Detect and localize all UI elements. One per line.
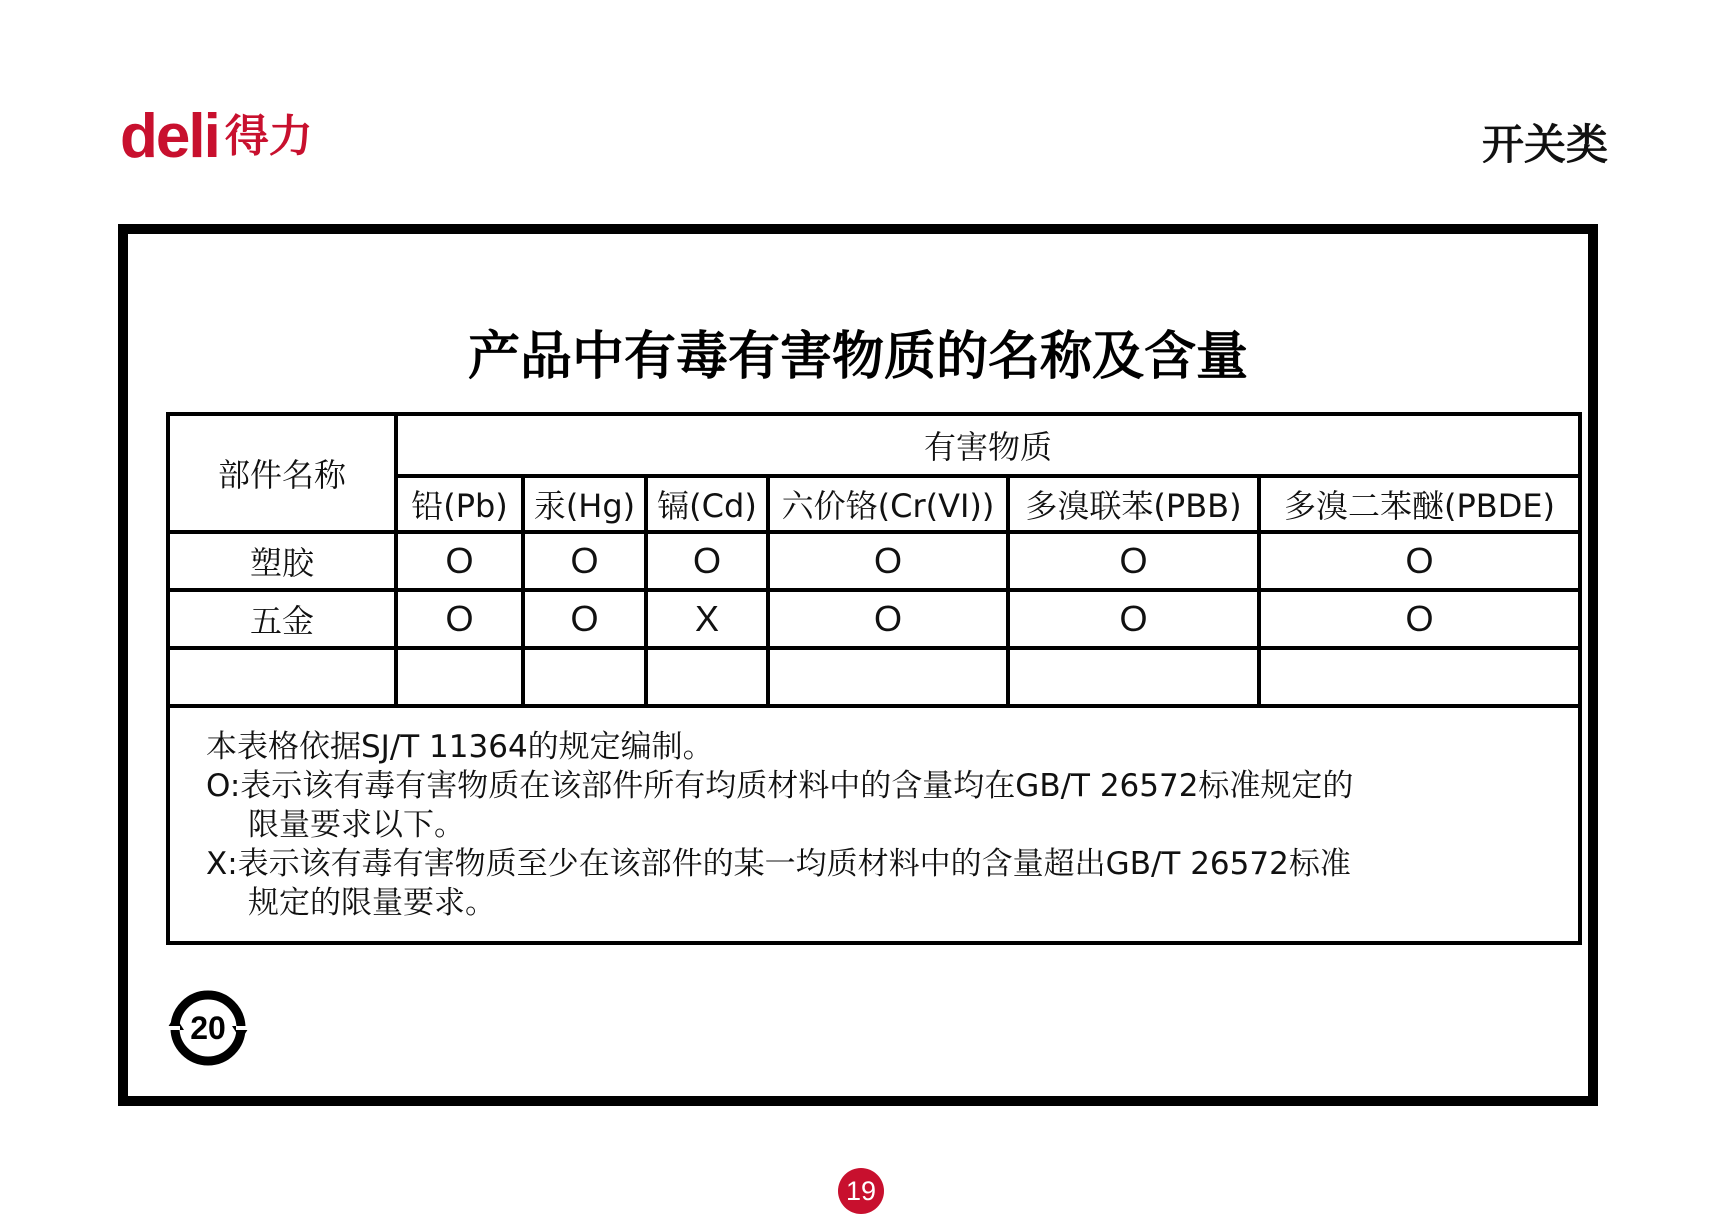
substance-mark-cell: O [396, 532, 523, 590]
note-standard: 本表格依据SJ/T 11364的规定编制。 [206, 729, 714, 765]
category-title: 开关类 [1481, 120, 1608, 169]
substance-mark-cell: O [1259, 590, 1580, 648]
substance-header-pbb: 多溴联苯(PBB) [1008, 476, 1259, 532]
deli-logo [120, 102, 313, 171]
substance-mark-cell [523, 648, 646, 706]
substance-mark-cell: O [523, 590, 646, 648]
hazardous-substance-header: 有害物质 [396, 414, 1580, 476]
substance-mark-cell [396, 648, 523, 706]
document-title: 产品中有毒有害物质的名称及含量 [467, 327, 1248, 387]
environmental-protection-period-icon [166, 986, 250, 1070]
substance-mark-cell [768, 648, 1008, 706]
brand-name-cn: 得力 [224, 111, 313, 162]
substance-mark-cell: O [646, 532, 768, 590]
substance-mark-cell [1259, 648, 1580, 706]
substance-header-pb: 铅(Pb) [396, 476, 523, 532]
hazardous-substances-table [166, 412, 1582, 945]
substance-mark-cell: O [768, 532, 1008, 590]
part-name-cell: 五金 [168, 590, 396, 648]
substance-mark-cell [1008, 648, 1259, 706]
note-o-definition-cont: 限量要求以下。 [248, 807, 465, 843]
part-name-cell [168, 648, 396, 706]
part-name-cell: 塑胶 [168, 532, 396, 590]
substance-mark-cell: O [1008, 532, 1259, 590]
substance-mark-cell: O [523, 532, 646, 590]
table-header-row [168, 414, 1580, 476]
substance-header-pbde: 多溴二苯醚(PBDE) [1259, 476, 1580, 532]
substance-header-cr6: 六价铬(Cr(VI)) [768, 476, 1008, 532]
page-number: 19 [838, 1168, 884, 1214]
substance-mark-cell: X [646, 590, 768, 648]
part-name-header: 部件名称 [168, 414, 396, 532]
table-notes [168, 706, 1580, 943]
substance-mark-cell: O [396, 590, 523, 648]
brand-name-en: deli [120, 102, 219, 171]
substance-header-cd: 镉(Cd) [646, 476, 768, 532]
note-o-definition: O:表示该有毒有害物质在该部件所有均质材料中的含量均在GB/T 26572标准规定的 [206, 768, 1354, 804]
note-x-definition: X:表示该有毒有害物质至少在该部件的某一均质材料中的含量超出GB/T 26572标准 [206, 846, 1351, 882]
note-x-definition-cont: 规定的限量要求。 [248, 885, 496, 921]
table-row-empty [168, 648, 1580, 706]
substance-mark-cell: O [768, 590, 1008, 648]
substance-mark-cell: O [1008, 590, 1259, 648]
substance-mark-cell: O [1259, 532, 1580, 590]
hazardous-substances-panel [118, 224, 1598, 1106]
substance-mark-cell [646, 648, 768, 706]
substance-header-hg: 汞(Hg) [523, 476, 646, 532]
table-row [168, 590, 1580, 648]
eco-label-number: 20 [190, 1010, 226, 1046]
notes-row [168, 706, 1580, 943]
table-row [168, 532, 1580, 590]
